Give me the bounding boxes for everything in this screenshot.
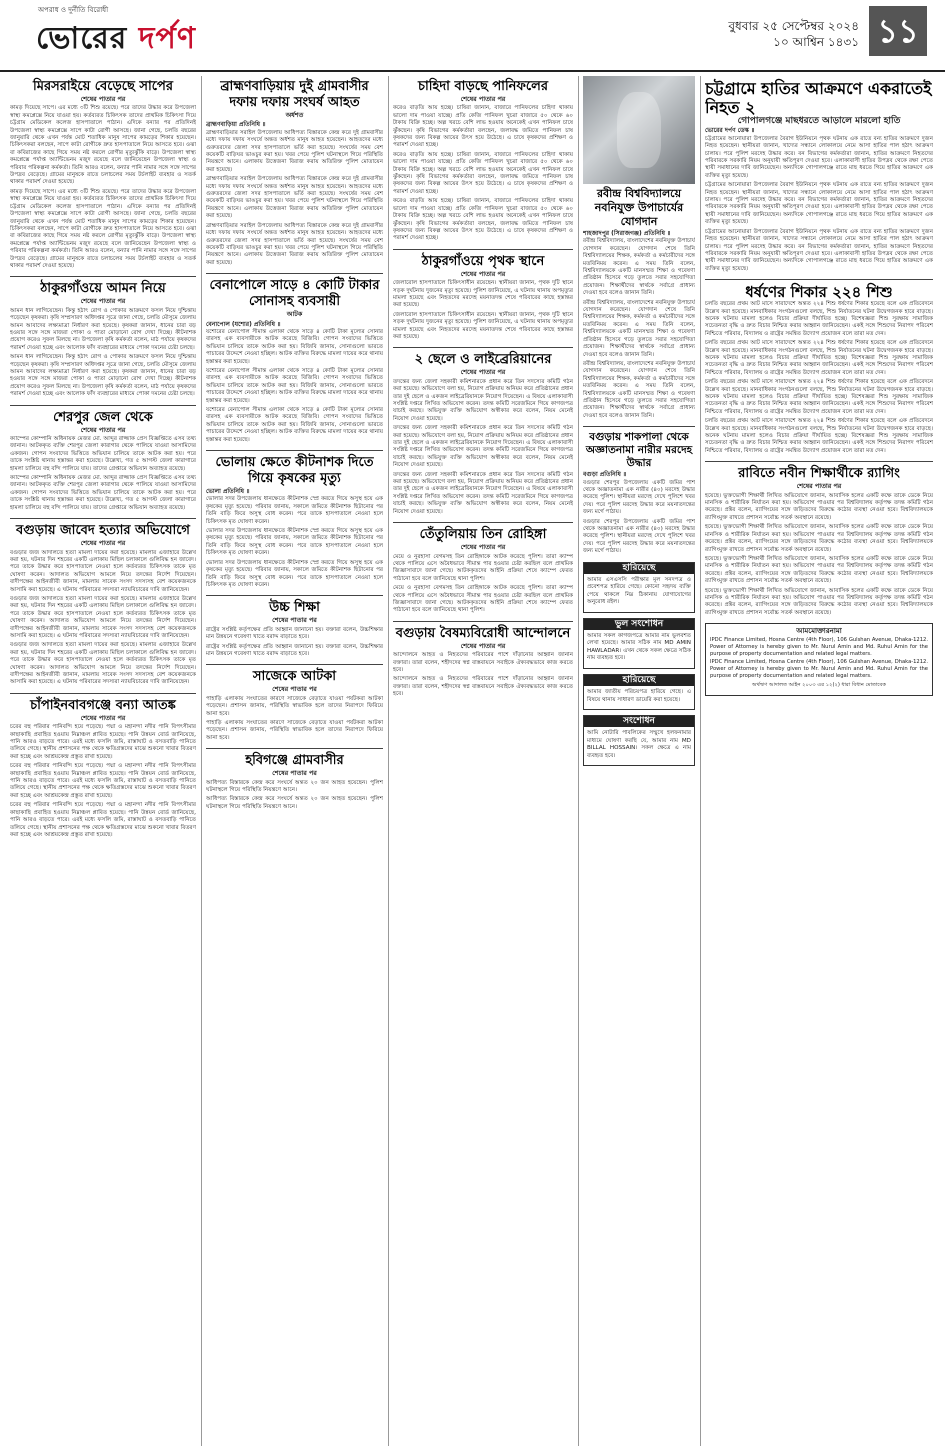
column-1 <box>10 76 196 1446</box>
article-thakurgaon-separate[interactable] <box>393 254 573 342</box>
headline: ধর্ষণের শিকার ২২৪ শিশু <box>745 283 893 302</box>
divider <box>206 273 383 274</box>
article-mirsarai-snake[interactable] <box>10 79 196 270</box>
article-body: ব্রাহ্মণবাড়িয়ার সরাইল উপজেলায় আধিপত্য বিস্তারকে কেন্দ্র করে দুই গ্রামবাসীর মধ্যে দফায় দফায় সংঘর্ষে অন্তত অর্ধশত মানুষ আহত হয়েছেন। আহতদের মধ্যে গুরুতরদের জেলা সদর হাসপাতালে ভর্তি করা হয়েছে। সংঘর্ষের সময় বেশ কয়েকটি বাড়িঘর ভাঙচুর করা হয়। খবর পেয়ে পুলিশ ঘটনাস্থলে গিয়ে পরিস্থিতি নিয়ন্ত্রণে আনে। এলাকায় উত্তেজনা বিরাজ করায় অতিরিক্ত পুলিশ মোতায়েন করা হয়েছে। <box>206 129 383 173</box>
article-body: হয়েছে। ভুক্তভোগী শিক্ষার্থী লিখিত অভিযোগে জানান, আবাসিক হলের একটি কক্ষে তাকে ডেকে নিয়ে মানসিক ও শারীরিক নির্যাতন করা হয়। অভিযোগ পাওয়ার পর বিশ্ববিদ্যালয় কর্তৃপক্ষ তদন্ত কমিটি গঠন করেছে। প্রক্টর বলেন, র‍্যাগিংয়ের সঙ্গে জড়িতদের বিরুদ্ধে কঠোর ব্যবস্থা নেওয়া হবে। বিশ্ববিদ্যালয়কে র‍্যাগিংমুক্ত রাখতে প্রশাসন সর্বোচ্চ সতর্ক অবস্থানে রয়েছে। <box>705 524 933 553</box>
continuation-label: শেষের পাতার পর <box>80 425 126 434</box>
article-body: হয়েছে। ভুক্তভোগী শিক্ষার্থী লিখিত অভিযোগে জানান, আবাসিক হলের একটি কক্ষে তাকে ডেকে নিয়ে মানসিক ও শারীরিক নির্যাতন করা হয়। অভিযোগ পাওয়ার পর বিশ্ববিদ্যালয় কর্তৃপক্ষ তদন্ত কমিটি গঠন করেছে। প্রক্টর বলেন, র‍্যাগিংয়ের সঙ্গে জড়িতদের বিরুদ্ধে কঠোর ব্যবস্থা নেওয়া হবে। বিশ্ববিদ্যালয়কে র‍্যাগিংমুক্ত রাখতে প্রশাসন সর্বোচ্চ সতর্ক অবস্থানে রয়েছে। <box>705 555 933 585</box>
headline: মিরসরাইয়ে বেড়েছে সাপের <box>33 79 173 94</box>
article-body: আমন ধান লাগিয়েছেন। কিন্তু হঠাৎ রোগ ও পোকার আক্রমণে ফসল নিয়ে দুশ্চিন্তায় পড়েছেন কৃষকরা। কৃষি সম্প্রসারণ অধিদপ্তর সূত্রে জানা গেছে, চলতি মৌসুমে জেলায় আমন আবাদের লক্ষ্যমাত্রা নির্ধারণ করা হয়েছে। কৃষকরা জানান, ধানের চারা বড় হওয়ার সঙ্গে সঙ্গে মাজরা পোকা ও পাতা মোড়ানো রোগ দেখা দিচ্ছে। কীটনাশক প্রয়োগ করেও সুফল মিলছে না। উপজেলা কৃষি কর্মকর্তা বলেন, মাঠ পর্যায়ে কৃষকদের পরামর্শ দেওয়া হচ্ছে এবং আলোক ফাঁদ ব্যবহারের মাধ্যমে পোকা দমনের চেষ্টা চলছে। <box>10 354 196 398</box>
byline: ভোরের দর্পণ ডেস্ক ॥ <box>705 127 755 135</box>
column-3 <box>393 76 573 1446</box>
issue-dates <box>728 18 859 50</box>
article-body: ভোলার সদর উপজেলায় ধানক্ষেতে কীটনাশক স্প্রে করতে গিয়ে অসুস্থ হয়ে এক কৃষকের মৃত্যু হয়েছে। পরিবার জানায়, সকালে জমিতে কীটনাশক ছিটানোর পর তিনি বাড়ি ফিরে অসুস্থ বোধ করেন। পরে তাকে হাসপাতালে নেওয়া হলে চিকিৎসক মৃত ঘোষণা করেন। <box>206 496 383 525</box>
article-brahmanbaria-clash[interactable] <box>206 79 383 267</box>
article-body: কামড় দিয়েছে সাপে। এর মধ্যে ৩টি শিশু রয়েছে। পরে তাদের উদ্ধার করে উপজেলা স্বাস্থ্য কমপ্লেক্সে নিয়ে যাওয়া হয়। কর্তব্যরত চিকিৎসক তাদের প্রাথমিক চিকিৎসা দিয়ে চট্টগ্রাম মেডিকেল কলেজ হাসপাতালে পাঠান। এদিকে বন্যার পর প্রতিদিনই উপজেলা স্বাস্থ্য কমপ্লেক্সে সাপে কাটা রোগী আসছে। জানা গেছে, চলতি বছরের জানুয়ারি থেকে এখন পর্যন্ত মোট শতাধিক মানুষ সাপের কামড়ের শিকার হয়েছেন। চিকিৎসকরা বলছেন, সাপে কাটা রোগীকে দ্রুত হাসপাতালে নিয়ে আসতে হবে। ওঝা বা কবিরাজের কাছে গিয়ে সময় নষ্ট করলে রোগীর মৃত্যুঝুঁকি বাড়ে। উপজেলা স্বাস্থ্য কমপ্লেক্সে পর্যাপ্ত অ্যান্টিভেনম মজুদ রয়েছে বলে জানিয়েছেন উপজেলা স্বাস্থ্য ও পরিবার পরিকল্পনা কর্মকর্তা। তিনি আরও বলেন, বন্যার পানি নামার সঙ্গে সঙ্গে সাপের উপদ্রব বেড়েছে। গ্রামের মানুষকে রাতে চলাচলের সময় টর্চলাইট ব্যবহার ও সতর্ক থাকার পরামর্শ দেওয়া হয়েছে। <box>10 188 196 269</box>
classified-body: আমার সকল কাগজপত্রে আমার নাম ভুলবশত লেখা হয়েছে। আমার সঠিক নাম MD AMIN HAWLADAR। এখন থেকে সকল ক্ষেত্রে সঠিক নাম ব্যবহৃত হবে। <box>587 633 691 662</box>
column-2 <box>206 76 383 1446</box>
classified-body: আমি নোটারি পাবলিকের সম্মুখে হলফনামার মাধ্যমে ঘোষণা করছি যে, আমার নাম MD BILLAL HOSSAIN। সকল ক্ষেত্রে এ নাম ব্যবহৃত হবে। <box>587 730 691 759</box>
headline: বগুড়ায় জাবেদ হত্যার অভিযোগে <box>16 523 190 539</box>
article-body: বগুড়ার জজ আদালতে হত্যা মামলা দায়ের করা হয়েছে। মামলার এজাহারে উল্লেখ করা হয়, ঘটনার দিন শহরের একটি এলাকায় মিছিল চলাকালে গুলিবিদ্ধ হন জাবেদ। পরে তাকে উদ্ধার করে হাসপাতালে নেওয়া হলে কর্তব্যরত চিকিৎসক তাকে মৃত ঘোষণা করেন। আদালত অভিযোগ আমলে নিয়ে তদন্তের নির্দেশ দিয়েছেন। বাদীপক্ষের আইনজীবী জানান, মামলায় সাবেক সংসদ সদস্যসহ বেশ কয়েকজনকে আসামি করা হয়েছে। এ ঘটনায় পরিবারের সদস্যরা ন্যায়বিচারের দাবি জানিয়েছেন। <box>10 642 196 686</box>
divider <box>393 347 573 348</box>
article-sherpur-jail[interactable] <box>10 410 196 512</box>
headline-tail: অর্ধশত <box>285 111 304 119</box>
divider <box>206 595 383 596</box>
headline: চট্টগ্রামে হাতির আক্রমণে একরাতেই নিহত ২ <box>705 79 932 117</box>
date-bengali: ১০ আশ্বিন ১৪৩১ <box>773 35 859 49</box>
headline: ২ ছেলে ও লাইব্রেরিয়ানের <box>414 352 552 368</box>
article-sajek[interactable] <box>206 669 383 742</box>
article-body: রবীন্দ্র বিশ্ববিদ্যালয়, বাংলাদেশের নবনিযুক্ত উপাচার্য যোগদান করেছেন। যোগদান শেষে তিনি বিশ্ববিদ্যালয়ের শিক্ষক, কর্মকর্তা ও কর্মচারীদের সঙ্গে মতবিনিময় করেন। এ সময় তিনি বলেন, বিশ্ববিদ্যালয়কে একটি মানসম্মত শিক্ষা ও গবেষণা প্রতিষ্ঠান হিসেবে গড়ে তুলতে সবার সহযোগিতা প্রয়োজন। শিক্ষার্থীদের স্বার্থকে সর্বাগ্রে প্রাধান্য দেওয়া হবে বলেও জানান তিনি। <box>583 238 695 297</box>
classified-body: আমার এসএসসি পরীক্ষার মূল সনদপত্র ও প্রবেশপত্র হারিয়ে গেছে। কোনো সহৃদয় ব্যক্তি পেয়ে থাকলে নিম্ন ঠিকানায় যোগাযোগের অনুরোধ রইল। <box>587 577 691 606</box>
legal-notice[interactable] <box>705 623 933 695</box>
article-body: বগুড়ার শেরপুর উপজেলায় একটি জমির পাশ থেকে অজ্ঞাতনামা এক নারীর (৪০) মরদেহ উদ্ধার করেছে পুলিশ। স্থানীয়রা মরদেহ দেখে পুলিশে খবর দেয়। পরে পুলিশ মরদেহ উদ্ধার করে ময়নাতদন্তের জন্য মর্গে পাঠায়। <box>583 518 695 555</box>
article-rabindra-university[interactable] <box>583 187 695 420</box>
newspaper-logo[interactable] <box>36 14 196 65</box>
notice-body: IPDC Finance Limited, Hosna Centre (4th Floor), 106 Gulshan Avenue, Dhaka-1212. Power of Attorney is hereby given to Mr. Nurul Amin and Md. Ruhul Amin for the purpose of property documentation and related legal matters. <box>710 659 928 679</box>
article-body: রাষ্ট্রের সংশ্লিষ্ট কর্তৃপক্ষের প্রতি আহ্বান জানানো হয়। বক্তারা বলেন, উচ্চশিক্ষার মান উন্নয়নে গবেষণা খাতে বরাদ্দ বাড়াতে হবে। <box>206 643 383 657</box>
headline: হবিগঞ্জে গ্রামবাসীর <box>245 753 344 769</box>
classified-correction[interactable] <box>583 618 695 669</box>
classified-title: ভুল সংশোধন <box>584 619 694 630</box>
headline: বেনাপোলে সাড়ে ৪ কোটি টাকার সোনাসহ ব্যবসায়ী <box>209 278 380 310</box>
article-body: চরের বহু পরিবার পানিবন্দি হয়ে পড়েছে। পদ্মা ও মহানন্দা নদীর পানি বিপৎসীমার কাছাকাছি প্রবাহিত হওয়ায় নিম্নাঞ্চল প্লাবিত হয়েছে। পানি উন্নয়ন বোর্ড জানিয়েছে, পানি আরও বাড়তে পারে। এরই মধ্যে ফসলি জমি, রাস্তাঘাট ও বসতবাড়ি পানিতে তলিয়ে গেছে। স্থানীয় প্রশাসনের পক্ষ থেকে ক্ষতিগ্রস্তদের মাঝে শুকনো খাবার বিতরণ করা হচ্ছে এবং আশ্রয়কেন্দ্র প্রস্তুত রাখা হয়েছে। <box>10 763 196 799</box>
article-body: ক্যাম্পের কোম্পানি অধিনায়ক মেজর মো. আব্দুর রাজ্জাক প্রেস বিজ্ঞপ্তিতে এসব তথ্য জানান। আটককৃত ব্যক্তি শেরপুর জেলা কারাগার থেকে পালিয়ে যাওয়া আসামিদের একজন। গোপন সংবাদের ভিত্তিতে অভিযান চালিয়ে তাকে আটক করা হয়। পরে তাকে সংশ্লিষ্ট থানায় হস্তান্তর করা হয়েছে। উল্লেখ্য, গত ৫ আগস্ট জেলা কারাগারে হামলা চালিয়ে বহু বন্দি পালিয়ে যায়। তাদের গ্রেপ্তারে অভিযান অব্যাহত রয়েছে। <box>10 475 196 511</box>
article-body: বগুড়ার জজ আদালতে হত্যা মামলা দায়ের করা হয়েছে। মামলার এজাহারে উল্লেখ করা হয়, ঘটনার দিন শহরের একটি এলাকায় মিছিল চলাকালে গুলিবিদ্ধ হন জাবেদ। পরে তাকে উদ্ধার করে হাসপাতালে নেওয়া হলে কর্তব্যরত চিকিৎসক তাকে মৃত ঘোষণা করেন। আদালত অভিযোগ আমলে নিয়ে তদন্তের নির্দেশ দিয়েছেন। বাদীপক্ষের আইনজীবী জানান, মামলায় সাবেক সংসদ সদস্যসহ বেশ কয়েকজনকে আসামি করা হয়েছে। এ ঘটনায় পরিবারের সদস্যরা ন্যায়বিচারের দাবি জানিয়েছেন। <box>10 549 196 593</box>
article-bogura-jabed[interactable] <box>10 523 196 687</box>
brand-part-2: দর্পণ <box>138 21 196 56</box>
article-body: আধিপত্য বিস্তারকে কেন্দ্র করে সংঘর্ষে অন্তত ২০ জন আহত হয়েছেন। পুলিশ ঘটনাস্থলে গিয়ে পরিস্থিতি নিয়ন্ত্রণে আনে। <box>206 796 383 810</box>
continuation-label: শেষের পাতার পর <box>80 539 126 548</box>
article-bogura-body[interactable] <box>583 431 695 555</box>
article-thakurgaon-aman[interactable] <box>10 281 196 398</box>
continuation-label: শেষের পাতার পর <box>80 95 126 103</box>
divider <box>10 276 196 277</box>
headline: রবীন্দ্র বিশ্ববিদ্যালয়ে নবনিযুক্ত উপাচার্যের যোগদান <box>594 187 684 228</box>
article-body: তদন্তের জন্য জেলা সহকারী কমিশনারকে প্রধান করে তিন সদস্যের কমিটি গঠন করা হয়েছে। অভিযোগে বলা হয়, নিয়োগ প্রক্রিয়ায় অনিয়ম করে প্রতিষ্ঠানের প্রধান তার দুই ছেলে ও একজন লাইব্রেরিয়ানকে নিয়োগ দিয়েছেন। এ বিষয়ে এলাকাবাসী সংশ্লিষ্ট দপ্তরে লিখিত অভিযোগ করেন। তদন্ত কমিটি সরেজমিনে গিয়ে কাগজপত্র যাচাই করছে। অভিযুক্ত ব্যক্তি অভিযোগ অস্বীকার করে বলেন, নিয়ম মেনেই নিয়োগ দেওয়া হয়েছে। <box>393 471 573 515</box>
byline: শাহজাদপুর (সিরাজগঞ্জ) প্রতিনিধি ॥ <box>583 230 671 237</box>
article-body: করেও বাড়তি আয় হচ্ছে। চাষিরা জানান, বাজারে পানিফলের চাহিদা থাকায় ভালো দাম পাওয়া যাচ্ছে। প্রতি কেজি পানিফল খুচরা বাজারে ৫০ থেকে ৬০ টাকায় বিক্রি হচ্ছে। অল্প খরচে বেশি লাভ হওয়ায় অনেকেই এখন পানিফল চাষে ঝুঁকছেন। কৃষি বিভাগের কর্মকর্তারা বলছেন, জলাবদ্ধ জমিতে পানিফল চাষ কৃষকদের জন্য বিকল্প আয়ের উৎস হয়ে উঠেছে। এ চাষে কৃষকদের প্রশিক্ষণ ও পরামর্শ দেওয়া হচ্ছে। <box>393 198 573 242</box>
article-body: ব্রাহ্মণবাড়িয়ার সরাইল উপজেলায় আধিপত্য বিস্তারকে কেন্দ্র করে দুই গ্রামবাসীর মধ্যে দফায় দফায় সংঘর্ষে অন্তত অর্ধশত মানুষ আহত হয়েছেন। আহতদের মধ্যে গুরুতরদের জেলা সদর হাসপাতালে ভর্তি করা হয়েছে। সংঘর্ষের সময় বেশ কয়েকটি বাড়িঘর ভাঙচুর করা হয়। খবর পেয়ে পুলিশ ঘটনাস্থলে গিয়ে পরিস্থিতি নিয়ন্ত্রণে আনে। এলাকায় উত্তেজনা বিরাজ করায় অতিরিক্ত পুলিশ মোতায়েন করা হয়েছে। <box>206 176 383 220</box>
article-body: আধিপত্য বিস্তারকে কেন্দ্র করে সংঘর্ষে অন্তত ২০ জন আহত হয়েছেন। পুলিশ ঘটনাস্থলে গিয়ে পরিস্থিতি নিয়ন্ত্রণে আনে। <box>206 779 383 793</box>
classified-lost-2[interactable] <box>583 674 695 710</box>
article-body: আমন ধান লাগিয়েছেন। কিন্তু হঠাৎ রোগ ও পোকার আক্রমণে ফসল নিয়ে দুশ্চিন্তায় পড়েছেন কৃষকরা। কৃষি সম্প্রসারণ অধিদপ্তর সূত্রে জানা গেছে, চলতি মৌসুমে জেলায় আমন আবাদের লক্ষ্যমাত্রা নির্ধারণ করা হয়েছে। কৃষকরা জানান, ধানের চারা বড় হওয়ার সঙ্গে সঙ্গে মাজরা পোকা ও পাতা মোড়ানো রোগ দেখা দিচ্ছে। কীটনাশক প্রয়োগ করেও সুফল মিলছে না। উপজেলা কৃষি কর্মকর্তা বলেন, মাঠ পর্যায়ে কৃষকদের পরামর্শ দেওয়া হচ্ছে এবং আলোক ফাঁদ ব্যবহারের মাধ্যমে পোকা দমনের চেষ্টা চলছে। <box>10 307 196 351</box>
headline: উচ্চ শিক্ষা <box>269 600 320 616</box>
headline: ঠাকুরগাঁওয়ে পৃথক স্থানে <box>421 253 545 269</box>
divider <box>10 693 196 694</box>
byline: বগুড়া প্রতিনিধি ॥ <box>583 471 627 479</box>
byline: ব্রাহ্মণবাড়িয়া প্রতিনিধি ॥ <box>206 121 266 129</box>
article-child-abuse[interactable] <box>705 284 933 455</box>
article-water-chestnut[interactable] <box>393 79 573 243</box>
continuation-label: শেষের পাতার পর <box>460 543 506 552</box>
classified-body: আমার জাতীয় পরিচয়পত্র হারিয়ে গেছে। এ বিষয়ে থানায় সাধারণ ডায়েরি করা হয়েছে। <box>587 689 691 703</box>
article-body: মেয়ে ও নুরহাসা বেগমসহ তিন রোহিঙ্গাকে আটক করেছে পুলিশ। তারা ক্যাম্প থেকে পালিয়ে এসে অবৈধভাবে সীমান্ত পার হওয়ার চেষ্টা করছিল বলে প্রাথমিক জিজ্ঞাসাবাদে জানা গেছে। আটককৃতদের আইনি প্রক্রিয়া শেষে ক্যাম্পে ফেরত পাঠানো হবে বলে জানিয়েছে থানা পুলিশ। <box>393 553 573 582</box>
article-body: করেও বাড়তি আয় হচ্ছে। চাষিরা জানান, বাজারে পানিফলের চাহিদা থাকায় ভালো দাম পাওয়া যাচ্ছে। প্রতি কেজি পানিফল খুচরা বাজারে ৫০ থেকে ৬০ টাকায় বিক্রি হচ্ছে। অল্প খরচে বেশি লাভ হওয়ায় অনেকেই এখন পানিফল চাষে ঝুঁকছেন। কৃষি বিভাগের কর্মকর্তারা বলছেন, জলাবদ্ধ জমিতে পানিফল চাষ কৃষকদের জন্য বিকল্প আয়ের উৎস হয়ে উঠেছে। এ চাষে কৃষকদের প্রশিক্ষণ ও পরামর্শ দেওয়া হচ্ছে। <box>393 151 573 195</box>
article-body: চট্টগ্রামের আনোয়ারা উপজেলার বৈরাগ ইউনিয়নে পৃথক ঘটনায় এক রাতে বন্য হাতির আক্রমণে দুজন নিহত হয়েছেন। স্থানীয়রা জানান, খাদ্যের সন্ধানে লোকালয়ে নেমে আসা হাতির পাল হঠাৎ আক্রমণ চালায়। পরে পুলিশ মরদেহ উদ্ধার করে। বন বিভাগের কর্মকর্তারা জানান, হাতির আক্রমণে নিহতদের পরিবারকে সরকারি নিয়ম অনুযায়ী ক্ষতিপূরণ দেওয়া হবে। এলাকাবাসী হাতির উপদ্রব থেকে রক্ষা পেতে স্থায়ী সমাধানের দাবি জানিয়েছেন। অন্যদিকে গোপালগঞ্জে রাতে মাছ ধরতে গিয়ে হাতির আক্রমণে এক ব্যক্তির মৃত্যু হয়েছে। <box>705 135 933 179</box>
article-body: হয়েছে। ভুক্তভোগী শিক্ষার্থী লিখিত অভিযোগে জানান, আবাসিক হলের একটি কক্ষে তাকে ডেকে নিয়ে মানসিক ও শারীরিক নির্যাতন করা হয়। অভিযোগ পাওয়ার পর বিশ্ববিদ্যালয় কর্তৃপক্ষ তদন্ত কমিটি গঠন করেছে। প্রক্টর বলেন, র‍্যাগিংয়ের সঙ্গে জড়িতদের বিরুদ্ধে কঠোর ব্যবস্থা নেওয়া হবে। বিশ্ববিদ্যালয়কে র‍্যাগিংমুক্ত রাখতে প্রশাসন সর্বোচ্চ সতর্ক অবস্থানে রয়েছে। <box>705 587 933 616</box>
divider <box>705 279 933 280</box>
classified-affidavit[interactable] <box>583 715 695 766</box>
article-elephant-attack[interactable] <box>705 79 933 273</box>
article-body: পাহাড়ি এলাকায় সংঘাতের কারণে সাজেকে বেড়াতে যাওয়া পর্যটকরা আটকা পড়েছেন। প্রশাসন জানায়, পরিস্থিতি স্বাভাবিক হলে তাদের নিরাপদে ফিরিয়ে আনা হবে। <box>206 695 383 717</box>
column-divider <box>578 76 579 1446</box>
divider <box>10 518 196 519</box>
article-body: তদন্তের জন্য জেলা সহকারী কমিশনারকে প্রধান করে তিন সদস্যের কমিটি গঠন করা হয়েছে। অভিযোগে বলা হয়, নিয়োগ প্রক্রিয়ায় অনিয়ম করে প্রতিষ্ঠানের প্রধান তার দুই ছেলে ও একজন লাইব্রেরিয়ানকে নিয়োগ দিয়েছেন। এ বিষয়ে এলাকাবাসী সংশ্লিষ্ট দপ্তরে লিখিত অভিযোগ করেন। তদন্ত কমিটি সরেজমিনে গিয়ে কাগজপত্র যাচাই করছে। অভিযুক্ত ব্যক্তি অভিযোগ অস্বীকার করে বলেন, নিয়ম মেনেই নিয়োগ দেওয়া হয়েছে। <box>393 378 573 422</box>
column-5 <box>705 76 933 1446</box>
article-ragging[interactable] <box>705 466 933 617</box>
article-body: মেয়ে ও নুরহাসা বেগমসহ তিন রোহিঙ্গাকে আটক করেছে পুলিশ। তারা ক্যাম্প থেকে পালিয়ে এসে অবৈধভাবে সীমান্ত পার হওয়ার চেষ্টা করছিল বলে প্রাথমিক জিজ্ঞাসাবাদে জানা গেছে। আটককৃতদের আইনি প্রক্রিয়া শেষে ক্যাম্পে ফেরত পাঠানো হবে বলে জানিয়েছে থানা পুলিশ। <box>393 585 573 614</box>
column-divider <box>700 76 701 1446</box>
date-gregorian: বুধবার ২৫ সেপ্টেম্বর ২০২৪ <box>728 19 859 33</box>
continuation-label: শেষের পাতার পর <box>80 713 126 722</box>
divider <box>10 405 196 406</box>
article-chapainawabganj-flood[interactable] <box>10 698 196 840</box>
headline: ব্রাহ্মণবাড়িয়ায় দুই গ্রামবাসীর দফায় দফায় সংঘর্ষ আহত <box>220 79 369 110</box>
article-habiganj[interactable] <box>206 753 383 811</box>
continuation-label: শেষের পাতার পর <box>460 95 506 103</box>
headline-tail: আটক <box>286 310 303 319</box>
article-body: চট্টগ্রামের আনোয়ারা উপজেলার বৈরাগ ইউনিয়নে পৃথক ঘটনায় এক রাতে বন্য হাতির আক্রমণে দুজন নিহত হয়েছেন। স্থানীয়রা জানান, খাদ্যের সন্ধানে লোকালয়ে নেমে আসা হাতির পাল হঠাৎ আক্রমণ চালায়। পরে পুলিশ মরদেহ উদ্ধার করে। বন বিভাগের কর্মকর্তারা জানান, হাতির আক্রমণে নিহতদের পরিবারকে সরকারি নিয়ম অনুযায়ী ক্ষতিপূরণ দেওয়া হবে। এলাকাবাসী হাতির উপদ্রব থেকে রক্ষা পেতে স্থায়ী সমাধানের দাবি জানিয়েছেন। অন্যদিকে গোপালগঞ্জে রাতে মাছ ধরতে গিয়ে হাতির আক্রমণে এক ব্যক্তির মৃত্যু হয়েছে। <box>705 228 933 272</box>
continuation-label: শেষের পাতার পর <box>272 616 317 625</box>
masthead <box>0 0 945 72</box>
article-body: যশোরের বেনাপোল সীমান্ত এলাকা থেকে সাড়ে ৪ কোটি টাকা মূল্যের সোনার বারসহ এক ব্যবসায়ীকে আটক করেছে বিজিবি। গোপন সংবাদের ভিত্তিতে অভিযান চালিয়ে তাকে আটক করা হয়। বিজিবি জানায়, সোনাগুলো ভারতে পাচারের উদ্দেশে নেওয়া হচ্ছিল। আটক ব্যক্তির বিরুদ্ধে মামলা দায়ের করে থানায় হস্তান্তর করা হয়েছে। <box>206 328 383 365</box>
column-divider <box>201 76 202 1446</box>
divider <box>393 621 573 622</box>
page-number: ১১ <box>869 6 927 56</box>
article-body: তদন্তের জন্য জেলা সহকারী কমিশনারকে প্রধান করে তিন সদস্যের কমিটি গঠন করা হয়েছে। অভিযোগে বলা হয়, নিয়োগ প্রক্রিয়ায় অনিয়ম করে প্রতিষ্ঠানের প্রধান তার দুই ছেলে ও একজন লাইব্রেরিয়ানকে নিয়োগ দিয়েছেন। এ বিষয়ে এলাকাবাসী সংশ্লিষ্ট দপ্তরে লিখিত অভিযোগ করেন। তদন্ত কমিটি সরেজমিনে গিয়ে কাগজপত্র যাচাই করছে। অভিযুক্ত ব্যক্তি অভিযোগ অস্বীকার করে বলেন, নিয়ম মেনেই নিয়োগ দেওয়া হয়েছে। <box>393 425 573 469</box>
article-body: চলতি বছরের প্রথম আট মাসে সারাদেশে অন্তত ২২৪ শিশু ধর্ষণের শিকার হয়েছে বলে এক প্রতিবেদনে উল্লেখ করা হয়েছে। মানবাধিকার সংগঠনগুলো বলছে, শিশু নির্যাতনের ঘটনা উদ্বেগজনক হারে বাড়ছে। অনেক ঘটনায় মামলা হলেও বিচার প্রক্রিয়া দীর্ঘায়িত হচ্ছে। বিশেষজ্ঞরা শিশু সুরক্ষায় সামাজিক সচেতনতা বৃদ্ধি ও দ্রুত বিচার নিশ্চিত করার আহ্বান জানিয়েছেন। একই সঙ্গে শিশুদের নিরাপদ পরিবেশ নিশ্চিতে পরিবার, বিদ্যালয় ও রাষ্ট্রের সমন্বিত উদ্যোগ প্রয়োজন বলে তারা মত দেন। <box>705 340 933 376</box>
divider <box>393 249 573 250</box>
brand-kicker: অপরাধ ও দুর্নীতি বিরোধী <box>38 6 109 14</box>
article-body: ব্রাহ্মণবাড়িয়ার সরাইল উপজেলায় আধিপত্য বিস্তারকে কেন্দ্র করে দুই গ্রামবাসীর মধ্যে দফায় দফায় সংঘর্ষে অন্তত অর্ধশত মানুষ আহত হয়েছেন। আহতদের মধ্যে গুরুতরদের জেলা সদর হাসপাতালে ভর্তি করা হয়েছে। সংঘর্ষের সময় বেশ কয়েকটি বাড়িঘর ভাঙচুর করা হয়। খবর পেয়ে পুলিশ ঘটনাস্থলে গিয়ে পরিস্থিতি নিয়ন্ত্রণে আনে। এলাকায় উত্তেজনা বিরাজ করায় অতিরিক্ত পুলিশ মোতায়েন করা হয়েছে। <box>206 222 383 266</box>
article-body: হয়েছে। ভুক্তভোগী শিক্ষার্থী লিখিত অভিযোগে জানান, আবাসিক হলের একটি কক্ষে তাকে ডেকে নিয়ে মানসিক ও শারীরিক নির্যাতন করা হয়। অভিযোগ পাওয়ার পর বিশ্ববিদ্যালয় কর্তৃপক্ষ তদন্ত কমিটি গঠন করেছে। প্রক্টর বলেন, র‍্যাগিংয়ের সঙ্গে জড়িতদের বিরুদ্ধে কঠোর ব্যবস্থা নেওয়া হবে। বিশ্ববিদ্যালয়কে র‍্যাগিংমুক্ত রাখতে প্রশাসন সর্বোচ্চ সতর্ক অবস্থানে রয়েছে। <box>705 492 933 521</box>
headline: বগুড়ায় বৈষম্যবিরোধী আন্দোলনে <box>395 625 571 641</box>
headline: তেঁতুলিয়ায় তিন রোহিঙ্গা <box>419 527 547 543</box>
article-body: রবীন্দ্র বিশ্ববিদ্যালয়, বাংলাদেশের নবনিযুক্ত উপাচার্য যোগদান করেছেন। যোগদান শেষে তিনি বিশ্ববিদ্যালয়ের শিক্ষক, কর্মকর্তা ও কর্মচারীদের সঙ্গে মতবিনিময় করেন। এ সময় তিনি বলেন, বিশ্ববিদ্যালয়কে একটি মানসম্মত শিক্ষা ও গবেষণা প্রতিষ্ঠান হিসেবে গড়ে তুলতে সবার সহযোগিতা প্রয়োজন। শিক্ষার্থীদের স্বার্থকে সর্বাগ্রে প্রাধান্য দেওয়া হবে বলেও জানান তিনি। <box>583 299 695 358</box>
article-body: রাষ্ট্রের সংশ্লিষ্ট কর্তৃপক্ষের প্রতি আহ্বান জানানো হয়। বক্তারা বলেন, উচ্চশিক্ষার মান উন্নয়নে গবেষণা খাতে বরাদ্দ বাড়াতে হবে। <box>206 626 383 641</box>
continuation-label: শেষের পাতার পর <box>460 368 506 377</box>
article-body: চলতি বছরের প্রথম আট মাসে সারাদেশে অন্তত ২২৪ শিশু ধর্ষণের শিকার হয়েছে বলে এক প্রতিবেদনে উল্লেখ করা হয়েছে। মানবাধিকার সংগঠনগুলো বলছে, শিশু নির্যাতনের ঘটনা উদ্বেগজনক হারে বাড়ছে। অনেক ঘটনায় মামলা হলেও বিচার প্রক্রিয়া দীর্ঘায়িত হচ্ছে। বিশেষজ্ঞরা শিশু সুরক্ষায় সামাজিক সচেতনতা বৃদ্ধি ও দ্রুত বিচার নিশ্চিত করার আহ্বান জানিয়েছেন। একই সঙ্গে শিশুদের নিরাপদ পরিবেশ নিশ্চিতে পরিবার, বিদ্যালয় ও রাষ্ট্রের সমন্বিত উদ্যোগ প্রয়োজন বলে তারা মত দেন। <box>705 379 933 415</box>
article-bhola-farmer[interactable] <box>206 455 383 589</box>
article-body: চরের বহু পরিবার পানিবন্দি হয়ে পড়েছে। পদ্মা ও মহানন্দা নদীর পানি বিপৎসীমার কাছাকাছি প্রবাহিত হওয়ায় নিম্নাঞ্চল প্লাবিত হয়েছে। পানি উন্নয়ন বোর্ড জানিয়েছে, পানি আরও বাড়তে পারে। এরই মধ্যে ফসলি জমি, রাস্তাঘাট ও বসতবাড়ি পানিতে তলিয়ে গেছে। স্থানীয় প্রশাসনের পক্ষ থেকে ক্ষতিগ্রস্তদের মাঝে শুকনো খাবার বিতরণ করা হচ্ছে এবং আশ্রয়কেন্দ্র প্রস্তুত রাখা হয়েছে। <box>10 802 196 838</box>
continuation-label: শেষের পাতার পর <box>80 297 126 306</box>
article-body: যশোরের বেনাপোল সীমান্ত এলাকা থেকে সাড়ে ৪ কোটি টাকা মূল্যের সোনার বারসহ এক ব্যবসায়ীকে আটক করেছে বিজিবি। গোপন সংবাদের ভিত্তিতে অভিযান চালিয়ে তাকে আটক করা হয়। বিজিবি জানায়, সোনাগুলো ভারতে পাচারের উদ্দেশে নেওয়া হচ্ছিল। আটক ব্যক্তির বিরুদ্ধে মামলা দায়ের করে থানায় হস্তান্তর করা হয়েছে। <box>206 407 383 443</box>
classified-title: হারিয়েছে <box>584 563 694 574</box>
article-body: চরের বহু পরিবার পানিবন্দি হয়ে পড়েছে। পদ্মা ও মহানন্দা নদীর পানি বিপৎসীমার কাছাকাছি প্রবাহিত হওয়ায় নিম্নাঞ্চল প্লাবিত হয়েছে। পানি উন্নয়ন বোর্ড জানিয়েছে, পানি আরও বাড়তে পারে। এরই মধ্যে ফসলি জমি, রাস্তাঘাট ও বসতবাড়ি পানিতে তলিয়ে গেছে। স্থানীয় প্রশাসনের পক্ষ থেকে ক্ষতিগ্রস্তদের মাঝে শুকনো খাবার বিতরণ করা হচ্ছে এবং আশ্রয়কেন্দ্র প্রস্তুত রাখা হয়েছে। <box>10 724 196 760</box>
article-body: চলতি বছরের প্রথম আট মাসে সারাদেশে অন্তত ২২৪ শিশু ধর্ষণের শিকার হয়েছে বলে এক প্রতিবেদনে উল্লেখ করা হয়েছে। মানবাধিকার সংগঠনগুলো বলছে, শিশু নির্যাতনের ঘটনা উদ্বেগজনক হারে বাড়ছে। অনেক ঘটনায় মামলা হলেও বিচার প্রক্রিয়া দীর্ঘায়িত হচ্ছে। বিশেষজ্ঞরা শিশু সুরক্ষায় সামাজিক সচেতনতা বৃদ্ধি ও দ্রুত বিচার নিশ্চিত করার আহ্বান জানিয়েছেন। একই সঙ্গে শিশুদের নিরাপদ পরিবেশ নিশ্চিতে পরিবার, বিদ্যালয় ও রাষ্ট্রের সমন্বিত উদ্যোগ প্রয়োজন বলে তারা মত দেন। <box>705 301 933 337</box>
notice-title: আমমোক্তারনামা <box>796 627 842 636</box>
headline: বগুড়ায় শাকপালা থেকে অজ্ঞাতনামা নারীর মরদেহ উদ্ধার <box>585 431 693 470</box>
article-body: ক্যাম্পের কোম্পানি অধিনায়ক মেজর মো. আব্দুর রাজ্জাক প্রেস বিজ্ঞপ্তিতে এসব তথ্য জানান। আটককৃত ব্যক্তি শেরপুর জেলা কারাগার থেকে পালিয়ে যাওয়া আসামিদের একজন। গোপন সংবাদের ভিত্তিতে অভিযান চালিয়ে তাকে আটক করা হয়। পরে তাকে সংশ্লিষ্ট থানায় হস্তান্তর করা হয়েছে। উল্লেখ্য, গত ৫ আগস্ট জেলা কারাগারে হামলা চালিয়ে বহু বন্দি পালিয়ে যায়। তাদের গ্রেপ্তারে অভিযান অব্যাহত রয়েছে। <box>10 436 196 472</box>
article-body: বগুড়ার জজ আদালতে হত্যা মামলা দায়ের করা হয়েছে। মামলার এজাহারে উল্লেখ করা হয়, ঘটনার দিন শহরের একটি এলাকায় মিছিল চলাকালে গুলিবিদ্ধ হন জাবেদ। পরে তাকে উদ্ধার করে হাসপাতালে নেওয়া হলে কর্তব্যরত চিকিৎসক তাকে মৃত ঘোষণা করেন। আদালত অভিযোগ আমলে নিয়ে তদন্তের নির্দেশ দিয়েছেন। বাদীপক্ষের আইনজীবী জানান, মামলায় সাবেক সংসদ সদস্যসহ বেশ কয়েকজনকে আসামি করা হয়েছে। এ ঘটনায় পরিবারের সদস্যরা ন্যায়বিচারের দাবি জানিয়েছেন। <box>10 595 196 639</box>
byline: বেনাপোল (যশোর) প্রতিনিধি ॥ <box>206 320 281 328</box>
column-4 <box>583 76 695 1446</box>
headline: রাবিতে নবীন শিক্ষার্থীকে র‍্যাগিং <box>738 466 900 482</box>
classified-title: হারিয়েছে <box>584 675 694 686</box>
article-body: যশোরের বেনাপোল সীমান্ত এলাকা থেকে সাড়ে ৪ কোটি টাকা মূল্যের সোনার বারসহ এক ব্যবসায়ীকে আটক করেছে বিজিবি। গোপন সংবাদের ভিত্তিতে অভিযান চালিয়ে তাকে আটক করা হয়। বিজিবি জানায়, সোনাগুলো ভারতে পাচারের উদ্দেশে নেওয়া হচ্ছিল। আটক ব্যক্তির বিরুদ্ধে মামলা দায়ের করে থানায় হস্তান্তর করা হয়েছে। <box>206 367 383 404</box>
article-body: জেলারোল হাসপাতালে চিকিৎসাধীন রয়েছেন। স্থানীয়রা জানান, পৃথক দুটি স্থানে সড়ক দুর্ঘটনায় দুজনের মৃত্যু হয়েছে। পুলিশ জানিয়েছে, এ ঘটনায় থানায় অপমৃত্যুর মামলা হয়েছে এবং নিহতদের মরদেহ ময়নাতদন্ত শেষে পরিবারের কাছে হস্তান্তর করা হয়েছে। <box>393 311 573 340</box>
byline: ভোলা প্রতিনিধি ॥ <box>206 488 250 496</box>
headline: চাহিদা বাড়ছে পানিফলের <box>417 79 548 94</box>
article-body: আন্দোলনে আহত ও নিহতদের পরিবারের পাশে দাঁড়ানোর আহ্বান জানান বক্তারা। তারা বলেন, শহীদদের স্বপ্ন বাস্তবায়নে সবাইকে ঐক্যবদ্ধভাবে কাজ করতে হবে। <box>393 676 573 698</box>
article-body: করেও বাড়তি আয় হচ্ছে। চাষিরা জানান, বাজারে পানিফলের চাহিদা থাকায় ভালো দাম পাওয়া যাচ্ছে। প্রতি কেজি পানিফল খুচরা বাজারে ৫০ থেকে ৬০ টাকায় বিক্রি হচ্ছে। অল্প খরচে বেশি লাভ হওয়ায় অনেকেই এখন পানিফল চাষে ঝুঁকছেন। কৃষি বিভাগের কর্মকর্তারা বলছেন, জলাবদ্ধ জমিতে পানিফল চাষ কৃষকদের জন্য বিকল্প আয়ের উৎস হয়ে উঠেছে। এ চাষে কৃষকদের প্রশিক্ষণ ও পরামর্শ দেওয়া হচ্ছে। <box>393 105 573 149</box>
divider <box>206 450 383 451</box>
notice-footer: অর্থঋণ আদালত আইন ২০০৩ এর ১২(২) ধারা বিধান মোতাবেক <box>752 681 886 688</box>
headline: ভোলায় ক্ষেতে কীটনাশক দিতে গিয়ে কৃষকের মৃত্যু <box>215 455 374 487</box>
article-body: কামড় দিয়েছে সাপে। এর মধ্যে ৩টি শিশু রয়েছে। পরে তাদের উদ্ধার করে উপজেলা স্বাস্থ্য কমপ্লেক্সে নিয়ে যাওয়া হয়। কর্তব্যরত চিকিৎসক তাদের প্রাথমিক চিকিৎসা দিয়ে চট্টগ্রাম মেডিকেল কলেজ হাসপাতালে পাঠান। এদিকে বন্যার পর প্রতিদিনই উপজেলা স্বাস্থ্য কমপ্লেক্সে সাপে কাটা রোগী আসছে। জানা গেছে, চলতি বছরের জানুয়ারি থেকে এখন পর্যন্ত মোট শতাধিক মানুষ সাপের কামড়ের শিকার হয়েছেন। চিকিৎসকরা বলছেন, সাপে কাটা রোগীকে দ্রুত হাসপাতালে নিয়ে আসতে হবে। ওঝা বা কবিরাজের কাছে গিয়ে সময় নষ্ট করলে রোগীর মৃত্যুঝুঁকি বাড়ে। উপজেলা স্বাস্থ্য কমপ্লেক্সে পর্যাপ্ত অ্যান্টিভেনম মজুদ রয়েছে বলে জানিয়েছেন উপজেলা স্বাস্থ্য ও পরিবার পরিকল্পনা কর্মকর্তা। তিনি আরও বলেন, বন্যার পানি নামার সঙ্গে সঙ্গে সাপের উপদ্রব বেড়েছে। গ্রামের মানুষকে রাতে চলাচলের সময় টর্চলাইট ব্যবহার ও সতর্ক থাকার পরামর্শ দেওয়া হয়েছে। <box>10 105 196 186</box>
divider <box>583 426 695 427</box>
article-body: চলতি বছরের প্রথম আট মাসে সারাদেশে অন্তত ২২৪ শিশু ধর্ষণের শিকার হয়েছে বলে এক প্রতিবেদনে উল্লেখ করা হয়েছে। মানবাধিকার সংগঠনগুলো বলছে, শিশু নির্যাতনের ঘটনা উদ্বেগজনক হারে বাড়ছে। অনেক ঘটনায় মামলা হলেও বিচার প্রক্রিয়া দীর্ঘায়িত হচ্ছে। বিশেষজ্ঞরা শিশু সুরক্ষায় সামাজিক সচেতনতা বৃদ্ধি ও দ্রুত বিচার নিশ্চিত করার আহ্বান জানিয়েছেন। একই সঙ্গে শিশুদের নিরাপদ পরিবেশ নিশ্চিতে পরিবার, বিদ্যালয় ও রাষ্ট্রের সমন্বিত উদ্যোগ প্রয়োজন বলে তারা মত দেন। <box>705 418 933 454</box>
continuation-label: শেষের পাতার পর <box>460 641 506 650</box>
brand-part-1: ভোরের <box>36 21 139 56</box>
classified-lost-1[interactable] <box>583 562 695 613</box>
article-body: বগুড়ার শেরপুর উপজেলায় একটি জমির পাশ থেকে অজ্ঞাতনামা এক নারীর (৪০) মরদেহ উদ্ধার করেছে পুলিশ। স্থানীয়রা মরদেহ দেখে পুলিশে খবর দেয়। পরে পুলিশ মরদেহ উদ্ধার করে ময়নাতদন্তের জন্য মর্গে পাঠায়। <box>583 479 695 516</box>
subheadline: গোপালগঞ্জে মাছধরতে আড়ালে মারলো হাতি <box>737 116 901 126</box>
article-librarian[interactable] <box>393 352 573 516</box>
article-benapole-gold[interactable] <box>206 278 383 444</box>
divider <box>393 522 573 523</box>
article-tetulia-rohingya[interactable] <box>393 527 573 615</box>
continuation-label: শেষের পাতার পর <box>272 685 317 694</box>
headline: ঠাকুরগাঁওয়ে আমন নিয়ে <box>40 281 166 297</box>
headline: সাজেকে আটকা <box>252 669 337 685</box>
divider <box>206 748 383 749</box>
column-divider <box>388 76 389 1446</box>
continuation-label: শেষের পাতার পর <box>272 769 317 778</box>
headline: চাঁপাইনবাবগঞ্জে বন্যা আতঙ্ক <box>30 697 176 713</box>
article-body: পাহাড়ি এলাকায় সংঘাতের কারণে সাজেকে বেড়াতে যাওয়া পর্যটকরা আটকা পড়েছেন। প্রশাসন জানায়, পরিস্থিতি স্বাভাবিক হলে তাদের নিরাপদে ফিরিয়ে আনা হবে। <box>206 719 383 741</box>
notice-body: IPDC Finance Limited, Hosna Centre (4th Floor), 106 Gulshan Avenue, Dhaka-1212. Power of Attorney is hereby given to Mr. Nurul Amin and Md. Ruhul Amin for the purpose of property documentation and related legal matters. <box>710 636 928 657</box>
classified-title: সংশোধন <box>584 716 694 727</box>
article-body: ভোলার সদর উপজেলায় ধানক্ষেতে কীটনাশক স্প্রে করতে গিয়ে অসুস্থ হয়ে এক কৃষকের মৃত্যু হয়েছে। পরিবার জানায়, সকালে জমিতে কীটনাশক ছিটানোর পর তিনি বাড়ি ফিরে অসুস্থ বোধ করেন। পরে তাকে হাসপাতালে নেওয়া হলে চিকিৎসক মৃত ঘোষণা করেন। <box>206 559 383 588</box>
article-body: চট্টগ্রামের আনোয়ারা উপজেলার বৈরাগ ইউনিয়নে পৃথক ঘটনায় এক রাতে বন্য হাতির আক্রমণে দুজন নিহত হয়েছেন। স্থানীয়রা জানান, খাদ্যের সন্ধানে লোকালয়ে নেমে আসা হাতির পাল হঠাৎ আক্রমণ চালায়। পরে পুলিশ মরদেহ উদ্ধার করে। বন বিভাগের কর্মকর্তারা জানান, হাতির আক্রমণে নিহতদের পরিবারকে সরকারি নিয়ম অনুযায়ী ক্ষতিপূরণ দেওয়া হবে। এলাকাবাসী হাতির উপদ্রব থেকে রক্ষা পেতে স্থায়ী সমাধানের দাবি জানিয়েছেন। অন্যদিকে গোপালগঞ্জে রাতে মাছ ধরতে গিয়ে হাতির আক্রমণে এক ব্যক্তির মৃত্যু হয়েছে। <box>705 182 933 226</box>
continuation-label: শেষের পাতার পর <box>796 482 842 491</box>
article-body: রবীন্দ্র বিশ্ববিদ্যালয়, বাংলাদেশের নবনিযুক্ত উপাচার্য যোগদান করেছেন। যোগদান শেষে তিনি বিশ্ববিদ্যালয়ের শিক্ষক, কর্মকর্তা ও কর্মচারীদের সঙ্গে মতবিনিময় করেন। এ সময় তিনি বলেন, বিশ্ববিদ্যালয়কে একটি মানসম্মত শিক্ষা ও গবেষণা প্রতিষ্ঠান হিসেবে গড়ে তুলতে সবার সহযোগিতা প্রয়োজন। শিক্ষার্থীদের স্বার্থকে সর্বাগ্রে প্রাধান্য দেওয়া হবে বলেও জানান তিনি। <box>583 360 695 419</box>
vice-chancellor-photo <box>583 76 695 184</box>
article-body: ভোলার সদর উপজেলায় ধানক্ষেতে কীটনাশক স্প্রে করতে গিয়ে অসুস্থ হয়ে এক কৃষকের মৃত্যু হয়েছে। পরিবার জানায়, সকালে জমিতে কীটনাশক ছিটানোর পর তিনি বাড়ি ফিরে অসুস্থ বোধ করেন। পরে তাকে হাসপাতালে নেওয়া হলে চিকিৎসক মৃত ঘোষণা করেন। <box>206 528 383 557</box>
article-body: আন্দোলনে আহত ও নিহতদের পরিবারের পাশে দাঁড়ানোর আহ্বান জানান বক্তারা। তারা বলেন, শহীদদের স্বপ্ন বাস্তবায়নে সবাইকে ঐক্যবদ্ধভাবে কাজ করতে হবে। <box>393 652 573 673</box>
headline: শেরপুর জেল থেকে <box>53 409 153 425</box>
continuation-label: শেষের পাতার পর <box>460 269 506 278</box>
divider <box>705 461 933 462</box>
article-higher-education[interactable] <box>206 600 383 658</box>
divider <box>206 664 383 665</box>
article-bogura-movement[interactable] <box>393 626 573 699</box>
article-body: জেলারোল হাসপাতালে চিকিৎসাধীন রয়েছেন। স্থানীয়রা জানান, পৃথক দুটি স্থানে সড়ক দুর্ঘটনায় দুজনের মৃত্যু হয়েছে। পুলিশ জানিয়েছে, এ ঘটনায় থানায় অপমৃত্যুর মামলা হয়েছে এবং নিহতদের মরদেহ ময়নাতদন্ত শেষে পরিবারের কাছে হস্তান্তর করা হয়েছে। <box>393 280 573 309</box>
